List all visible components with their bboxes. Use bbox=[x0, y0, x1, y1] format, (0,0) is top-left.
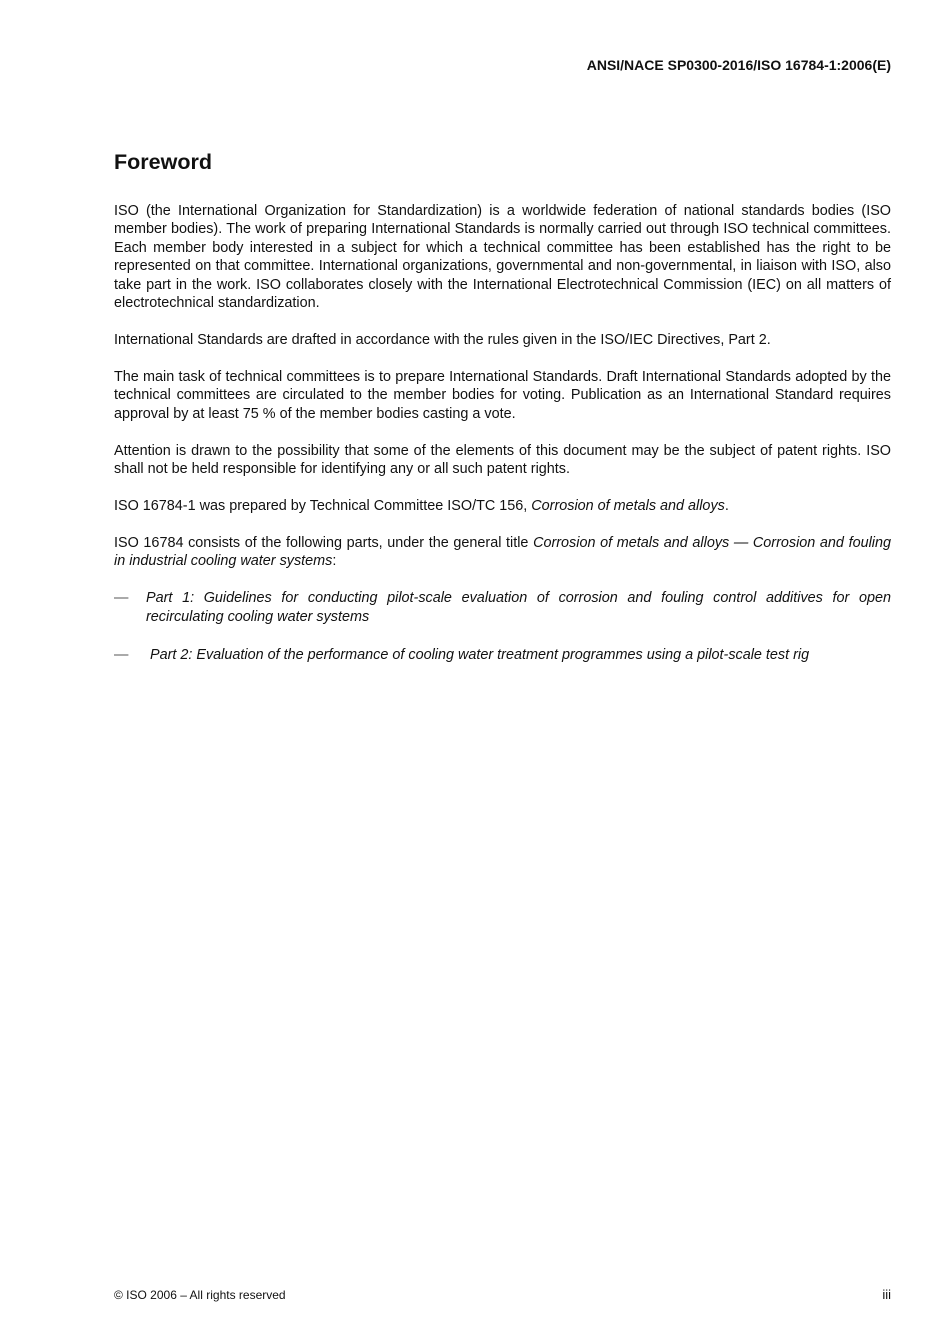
prepared-suffix: . bbox=[724, 497, 729, 514]
copyright-footer: © ISO 2006 – All rights reserved bbox=[114, 1288, 286, 1302]
paragraph-prepared-by bbox=[114, 497, 891, 515]
paragraph-patent-rights: Attention is drawn to the possibility that some of the elements of this document may be the subject of patent rights. ISO shall not be held responsible for identifying any or all such patent rights. bbox=[114, 442, 891, 477]
part-2-title: Part 2: Evaluation of the performance of cooling water treatment programmes using a pilot-scale test rig bbox=[150, 646, 810, 663]
consists-suffix: : bbox=[332, 553, 337, 570]
part-1-title: Part 1: Guidelines for conducting pilot-scale evaluation of corrosion and fouling control additives for open recirculating cooling water systems bbox=[146, 590, 891, 625]
consists-prefix: ISO 16784 consists of the following parts, under the general title bbox=[114, 534, 534, 551]
consists-general-title: Corrosion of metals and alloys — Corrosion and fouling in industrial cooling water systems bbox=[114, 534, 891, 570]
paragraph-directives: International Standards are drafted in accordance with the rules given in the ISO/IEC Directives, Part 2. bbox=[114, 331, 771, 348]
foreword-body bbox=[114, 202, 891, 684]
list-dash: — bbox=[114, 646, 129, 663]
list-item bbox=[114, 646, 891, 664]
list-dash: — bbox=[114, 590, 129, 607]
list-item bbox=[114, 589, 891, 626]
parts-list bbox=[114, 589, 891, 664]
prepared-committee-title: Corrosion of metals and alloys bbox=[531, 497, 725, 514]
paragraph-technical-committees: The main task of technical committees is to prepare International Standards. Draft International Standards adopted by the technical committees are circulated to the member bodies for voting. Publication as an International Standard requires approval by at least 75 % of the member bodies casting a vote. bbox=[114, 368, 891, 422]
prepared-prefix: ISO 16784-1 was prepared by Technical Committee ISO/TC 156, bbox=[114, 497, 532, 514]
page-number: iii bbox=[882, 1287, 891, 1302]
paragraph-consists-of bbox=[114, 534, 891, 571]
document-code-header: ANSI/NACE SP0300-2016/ISO 16784-1:2006(E) bbox=[586, 57, 891, 73]
paragraph-iso-federation: ISO (the International Organization for Standardization) is a worldwide federation of national standards bodies (ISO member bodies). The work of preparing International Standards is normally carried out through ISO technical committees. Each member body interested in a subject for which a technical committee has been established has the right to be represented on that committee. International organizations, governmental and non-governmental, in liaison with ISO, also take part in the work. ISO collaborates closely with the International Electrotechnical Commission (IEC) on all matters of electrotechnical standardization. bbox=[114, 203, 891, 312]
page-title: Foreword bbox=[114, 150, 212, 174]
